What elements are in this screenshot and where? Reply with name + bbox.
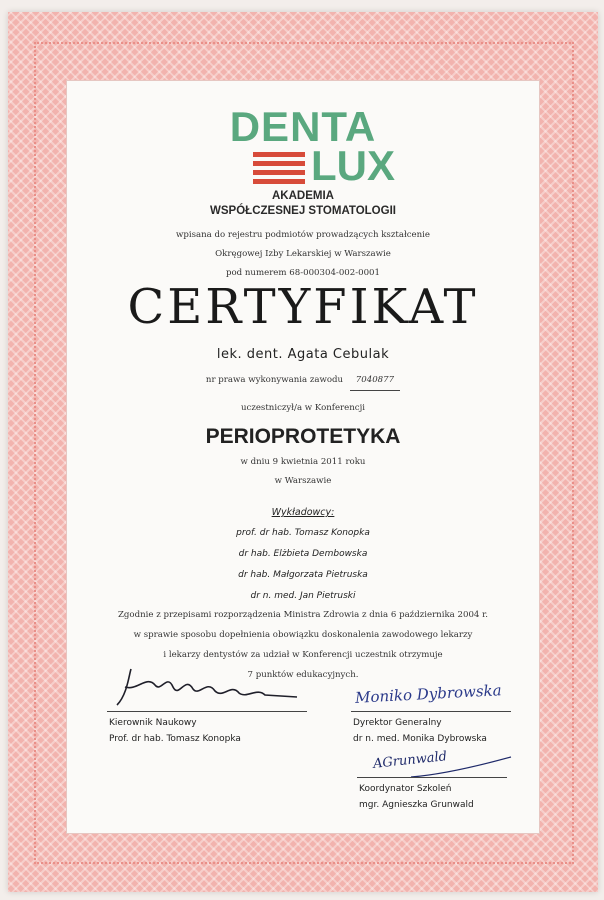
signature-konopka: [107, 665, 307, 713]
registry-line-1: wpisana do rejestru podmiotów prowadzących kształcenie: [175, 230, 431, 240]
denta-lux-logo: [67, 103, 539, 150]
license-number: 7040877: [350, 371, 400, 391]
license-label: nr prawa wykonywania zawodu: [205, 375, 344, 385]
license-line: [67, 371, 539, 391]
conference-date: w dniu 9 kwietnia 2011 roku: [240, 457, 366, 467]
registry-info: [67, 226, 539, 283]
statement-line-2: w sprawie sposobu dopełnienia obowiązku doskonalenia zawodowego lekarzy: [133, 630, 473, 640]
logo-text-denta: DENTA: [229, 103, 377, 150]
signature-line-left: [107, 711, 307, 712]
academy-line-1: AKADEMIA: [272, 190, 334, 202]
academy-line-2: WSPÓŁCZESNEJ STOMATOLOGII: [210, 205, 396, 217]
conference-details: [67, 453, 539, 491]
certificate-sheet: [8, 12, 598, 892]
certificate-body: [66, 80, 540, 834]
academy-name: [67, 189, 539, 219]
statement-line-1: Zgodnie z przepisami rozporządzenia Ministra Zdrowia z dnia 6 października 2004 r.: [117, 610, 489, 620]
recipient-name: lek. dent. Agata Cebulak: [216, 347, 390, 362]
signature-left-caption: [109, 715, 241, 747]
logo-second-line: [253, 142, 395, 189]
lecturer-item: prof. dr hab. Tomasz Konopka: [236, 528, 370, 538]
statement-line-4: 7 punktów edukacyjnych.: [247, 670, 359, 680]
signature-grunwald: AGrunwald: [372, 749, 448, 772]
conference-place: w Warszawie: [274, 476, 332, 486]
signature-coord-role: Koordynator Szkoleń: [359, 784, 452, 794]
signature-dybrowska: Moniko Dybrowska: [354, 681, 502, 707]
logo-stripes-icon: [253, 152, 305, 188]
logo-text-lux: LUX: [311, 142, 395, 189]
registry-line-3: pod numerem 68-000304-002-0001: [225, 268, 380, 278]
signature-left-role: Kierownik Naukowy: [109, 718, 197, 728]
signature-coord-name: mgr. Agnieszka Grunwald: [359, 800, 474, 810]
lecturers-heading: Wykładowcy:: [271, 507, 335, 518]
conference-name: PERIOPROTETYKA: [205, 425, 401, 448]
signature-coord-caption: [359, 781, 474, 813]
lecturer-item: dr hab. Małgorzata Pietruska: [238, 570, 368, 580]
signature-right-role: Dyrektor Generalny: [353, 718, 442, 728]
lecturer-item: dr n. med. Jan Pietruski: [250, 591, 356, 601]
lecturers-list: [67, 523, 539, 607]
signature-right-caption: [353, 715, 487, 747]
statement-line-3: i lekarzy dentystów za udział w Konferencji uczestnik otrzymuje: [163, 650, 443, 660]
registry-line-2: Okręgowej Izby Lekarskiej w Warszawie: [215, 249, 391, 259]
certificate-title: CERTYFIKAT: [127, 279, 479, 335]
participation-text: uczestniczył/a w Konferencji: [240, 403, 366, 413]
signature-line-coord: [357, 777, 507, 778]
signature-left-name: Prof. dr hab. Tomasz Konopka: [109, 734, 241, 744]
signature-right-name: dr n. med. Monika Dybrowska: [353, 734, 487, 744]
signature-line-right: [351, 711, 511, 712]
lecturer-item: dr hab. Elżbieta Dembowska: [238, 549, 368, 559]
signature-flourish: [407, 753, 517, 783]
